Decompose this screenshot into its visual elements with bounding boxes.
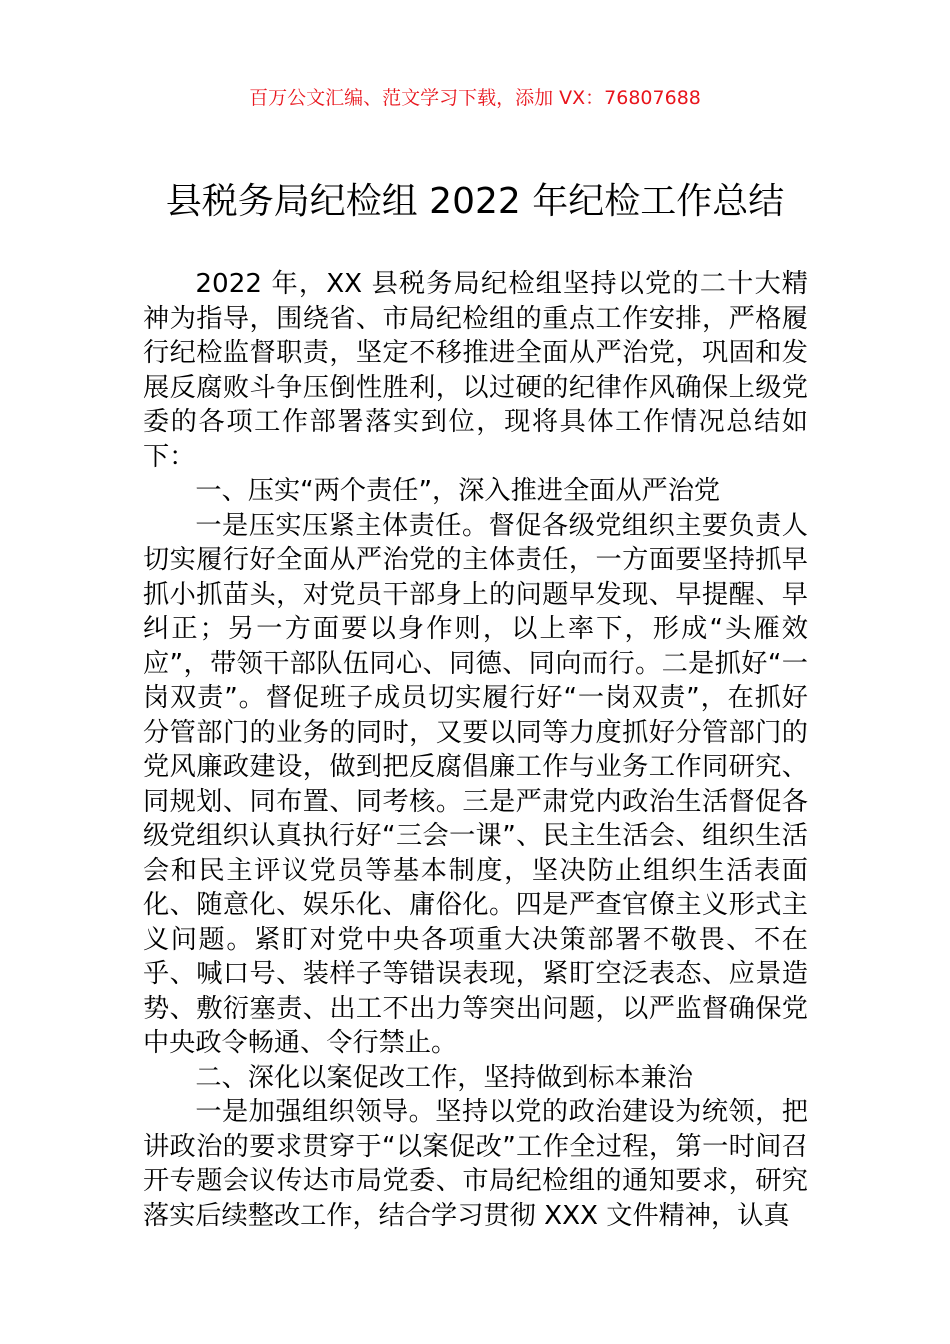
document-body bbox=[143, 267, 808, 1233]
paragraph-section-1: 一是压实压紧主体责任。督促各级党组织主要负责人切实履行好全面从严治党的主体责任，一方面要坚持抓早抓小抓苗头，对党员干部身上的问题早发现、早提醒、早纠正；另一方面要以身作则，以上率下，形成“头雁效应”，带领干部队伍同心、同德、同向而行。二是抓好“一岗双责”。督促班子成员切实履行好“一岗双责”，在抓好分管部门的业务的同时，又要以同等力度抓好分管部门的党风廉政建设，做到把反腐倡廉工作与业务工作同研究、同规划、同布置、同考核。三是严肃党内政治生活督促各级党组织认真执行好“三会一课”、民主生活会、组织生活会和民主评议党员等基本制度，坚决防止组织生活表面化、随意化、娱乐化、庸俗化。四是严查官僚主义形式主义问题。紧盯对党中央各项重大决策部署不敬畏、不在乎、喊口号、装样子等错误表现，紧盯空泛表态、应景造势、敷衍塞责、出工不出力等突出问题，以严监督确保党中央政令畅通、令行禁止。 bbox=[143, 510, 808, 1058]
paragraph-intro: 2022 年，XX 县税务局纪检组坚持以党的二十大精神为指导，围绕省、市局纪检组的重点工作安排，严格履行纪检监督职责，坚定不移推进全面从严治党，巩固和发展反腐败斗争压倒性胜利，以过硬的纪律作风确保上级党委的各项工作部署落实到位，现将具体工作情况总结如下： bbox=[143, 269, 808, 472]
paragraph-section-2: 一是加强组织领导。坚持以党的政治建设为统领，把讲政治的要求贯穿于“以案促改”工作全过程，第一时间召开专题会议传达市局党委、市局纪检组的通知要求，研究落实后续整改工作，结合学习贯彻 XXX 文件精神，认真 bbox=[143, 1097, 808, 1231]
watermark-text: 百万公文汇编、范文学习下载，添加 VX：76807688 bbox=[249, 87, 701, 109]
section-heading-1: 一、压实“两个责任”，深入推进全面从严治党 bbox=[195, 476, 721, 506]
document-title: 县税务局纪检组 2022 年纪检工作总结 bbox=[165, 181, 785, 222]
section-heading-2: 二、深化以案促改工作，坚持做到标本兼治 bbox=[195, 1062, 693, 1093]
